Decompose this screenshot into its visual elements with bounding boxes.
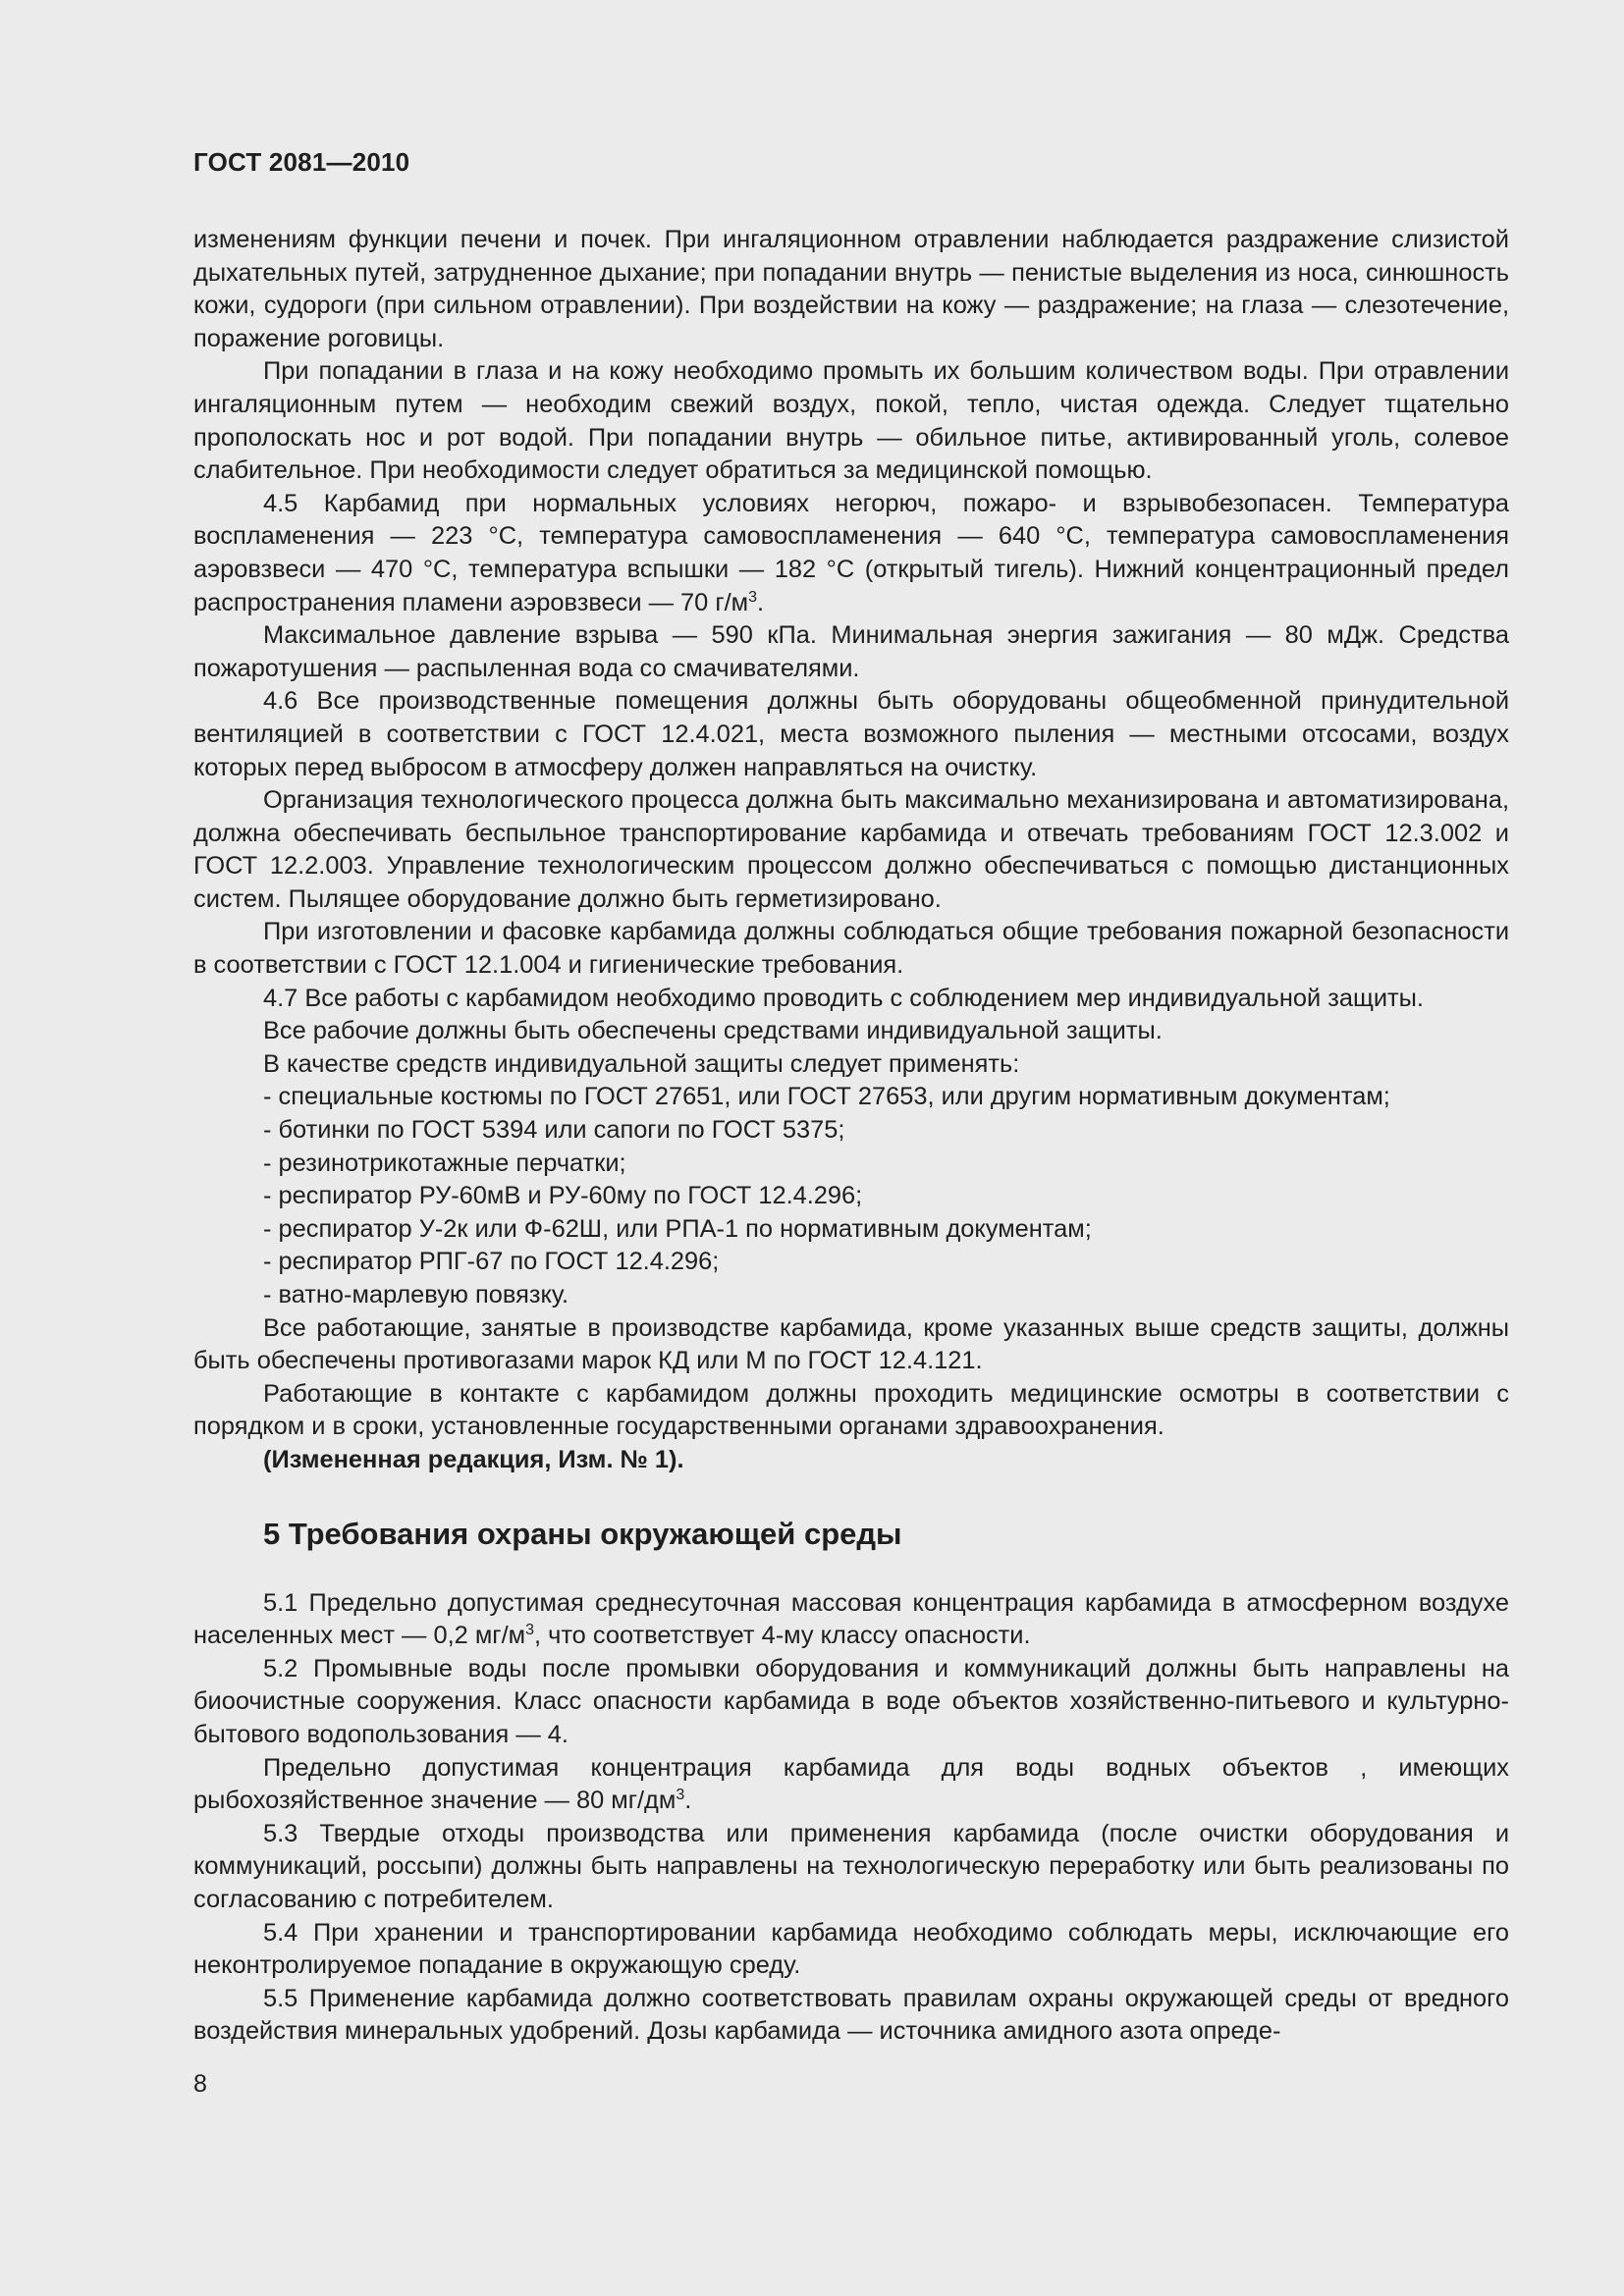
superscript: 3 [525,1622,534,1639]
paragraph: При попадании в глаза и на кожу необходимо промыть их большим количеством воды. При отравлении ингаляционным путем — необходим свежий воздух, покой, тепло, чистая одежда. Следует тщательно прополоскать нос и рот водой. При попадании внутрь — обильное питье, активированный уголь, солевое слабительное. При необходимости следует обратиться за медицинской помощью. [193,357,1509,485]
list-item: - специальные костюмы по ГОСТ 27651, или ГОСТ 27653, или другим нормативным документам; [263,1083,1390,1111]
paragraph: При изготовлении и фасовке карбамида должны соблюдаться общие требования пожарной безопасности в соответствии с ГОСТ 12.1.004 и гигиенические требования. [193,918,1509,980]
superscript: 3 [748,588,758,606]
page-number: 8 [193,2070,207,2098]
paragraph-5-2: 5.2 Промывные воды после промывки оборудования и коммуникаций должны быть направлены на биоочистные сооружения. Класс опасности карбамида в воде объектов хозяйственно-питьевого и культурно-бытового водопользования — 4. [193,1654,1509,1748]
paragraph-text: , что соответствует 4-му классу опасности. [533,1622,1031,1650]
amendment-note: (Измененная редакция, Изм. № 1). [263,1445,684,1473]
page-header: ГОСТ 2081—2010 [193,147,410,177]
list-item: - ботинки по ГОСТ 5394 или сапоги по ГОСТ 5375; [263,1116,845,1145]
paragraph-4-6: 4.6 Все производственные помещения должны быть оборудованы общеобменной принудительной вентиляцией в соответствии с ГОСТ 12.4.021, места возможного пыления — местными отсосами, воздух которых перед выбросом в атмосферу должен направляться на очистку. [193,687,1509,781]
superscript: 3 [676,1787,685,1804]
paragraph-5-5: 5.5 Применение карбамида должно соответствовать правилам охраны окружающей среды от вредного воздействия минеральных удобрений. Дозы карбамида — источника амидного азота опреде- [193,1984,1509,2046]
paragraph: Все рабочие должны быть обеспечены средствами индивидуальной защиты. [263,1017,1163,1045]
paragraph [193,1752,1509,1818]
paragraph-text: . [757,588,765,616]
list-item: - респиратор У-2к или Ф-62Ш, или РПА-1 по нормативным документам; [263,1214,1092,1243]
paragraph: Максимальное давление взрыва — 590 кПа. Минимальная энергия зажигания — 80 мДж. Средства пожаротушения — распыленная вода со смачивателями. [193,621,1509,682]
paragraph: В качестве средств индивидуальной защиты следует применять: [263,1049,1020,1078]
list-item: - респиратор РПГ-67 по ГОСТ 12.4.296; [263,1248,720,1276]
paragraph-4-5 [193,488,1509,619]
paragraph-text: 4.5 Карбамид при нормальных условиях негорюч, пожаро- и взрывобезопасен. Температура воспламенения — 223 °С, температура самовоспламенения — 640 °С, температура самовоспламенения аэровзвеси — 470 °С, температура вспышки — 182 °С (открытый тигель). Нижний концентрационный предел распространения пламени аэровзвеси — 70 г/м [193,489,1509,616]
list-item: - резинотрикотажные перчатки; [263,1148,626,1177]
paragraph: изменениям функции печени и почек. При ингаляционном отравлении наблюдается раздражение слизистой дыхательных путей, затрудненное дыхание; при попадании внутрь — пенистые выделения из носа, синюшность кожи, судороги (при сильном отравлении). При воздействии на кожу — раздражение; на глаза — слезотечение, поражение роговицы. [193,226,1509,352]
paragraph: Организация технологического процесса должна быть максимально механизирована и автоматизирована, должна обеспечивать беспыльное транспортирование карбамида и отвечать требованиям ГОСТ 12.3.002 и ГОСТ 12.2.003. Управление технологическим процессом должно обеспечиваться с помощью дистанционных систем. Пылящее оборудование должно быть герметизировано. [193,786,1509,913]
paragraph-text: . [684,1787,692,1815]
paragraph-text: 5.1 Предельно допустимая среднесуточная массовая концентрация карбамида в атмосферном воздухе населенных мест — 0,2 мг/м [193,1588,1509,1650]
page-content [193,224,1509,2049]
paragraph: Работающие в контакте с карбамидом должны проходить медицинские осмотры в соответствии с порядком и в сроки, установленные государственными органами здравоохранения. [193,1379,1509,1441]
section-title: 5 Требования охраны окружающей среды [263,1516,902,1551]
list-item: - респиратор РУ-60мВ и РУ-60му по ГОСТ 12.4.296; [263,1182,863,1210]
list-item: - ватно-марлевую повязку. [263,1281,569,1308]
paragraph-4-7: 4.7 Все работы с карбамидом необходимо проводить с соблюдением мер индивидуальной защиты. [263,984,1424,1012]
paragraph: Все работающие, занятые в производстве карбамида, кроме указанных выше средств защиты, должны быть обеспечены противогазами марок КД или М по ГОСТ 12.4.121. [193,1313,1509,1375]
paragraph-5-1 [193,1587,1509,1653]
paragraph-5-4: 5.4 При хранении и транспортировании карбамида необходимо соблюдать меры, исключающие его неконтролируемое попадание в окружающую среду. [193,1918,1509,1980]
paragraph-text: Предельно допустимая концентрация карбамида для воды водных объектов , имеющих рыбохозяйственное значение — 80 мг/дм [193,1753,1509,1815]
paragraph-5-3: 5.3 Твердые отходы производства или применения карбамида (после очистки оборудования и коммуникаций, россыпи) должны быть направлены на технологическую переработку или быть реализованы по согласованию с потребителем. [193,1819,1509,1913]
